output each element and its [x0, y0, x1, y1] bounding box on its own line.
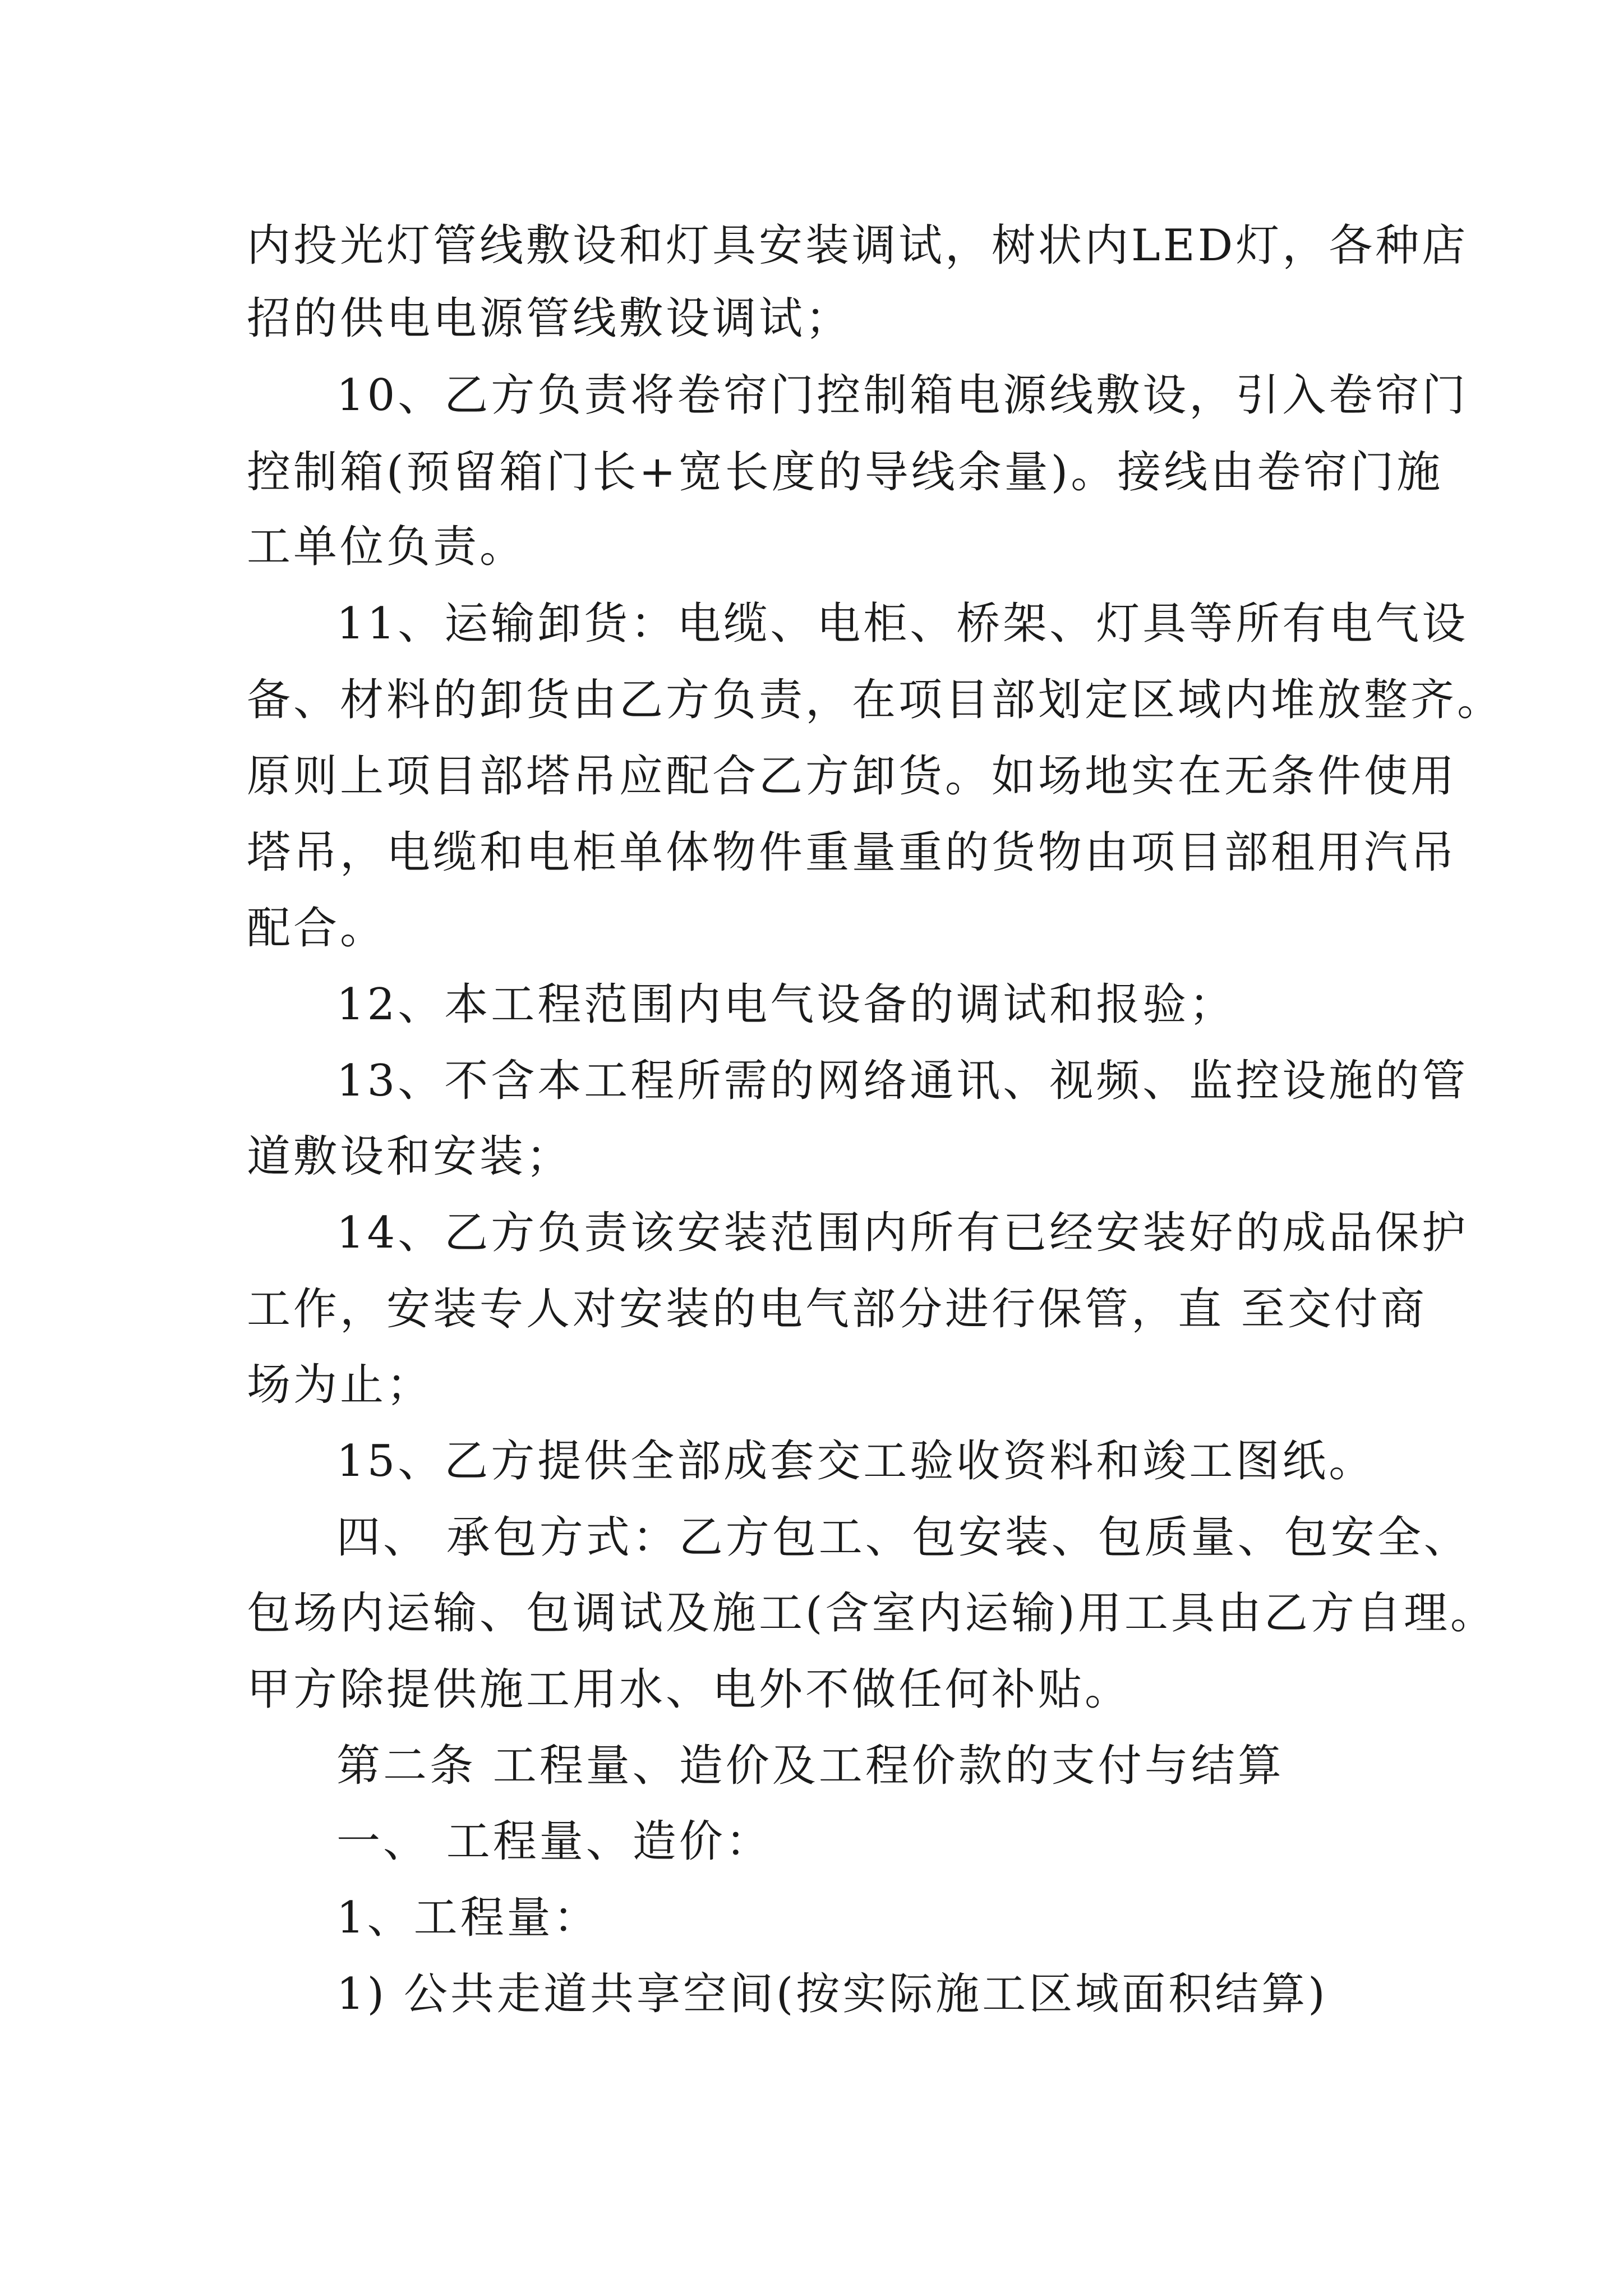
text-line: 招的供电电源管线敷设调试；: [247, 293, 852, 344]
text-line: 10、乙方负责将卷帘门控制箱电源线敷设，引入卷帘门: [336, 370, 1469, 421]
text-line: 甲方除提供施工用水、电外不做任何补贴。: [247, 1664, 1132, 1715]
text-line: 14、乙方负责该安装范围内所有已经安装好的成品保护: [336, 1208, 1469, 1258]
text-line: 包场内运输、包调试及施工(含室内运输)用工具由乙方自理。: [247, 1588, 1497, 1639]
text-line: 工作，安装专人对安装的电气部分进行保管，直 至交付商: [247, 1284, 1427, 1335]
text-line: 场为止；: [247, 1360, 434, 1410]
section-heading: 第二条 工程量、造价及工程价款的支付与结算: [336, 1741, 1284, 1791]
text-line: 控制箱(预留箱门长+宽长度的导线余量)。接线由卷帘门施: [247, 447, 1444, 498]
text-line: 1) 公共走道共享空间(按实际施工区域面积结算): [336, 1969, 1328, 2019]
text-line: 一、 工程量、造价：: [336, 1816, 772, 1867]
text-line: 配合。: [247, 903, 387, 954]
text-line: 四、 承包方式：乙方包工、包安装、包质量、包安全、: [336, 1512, 1470, 1563]
text-line: 工单位负责。: [247, 522, 527, 572]
text-line: 1、工程量：: [336, 1893, 600, 1943]
text-line: 原则上项目部塔吊应配合乙方卸货。如场地实在无条件使用: [247, 751, 1458, 802]
text-line: 13、不含本工程所需的网络通讯、视频、监控设施的管: [336, 1056, 1469, 1106]
text-line: 内投光灯管线敷设和灯具安装调试，树状内LED灯，各种店: [247, 220, 1469, 271]
text-line: 备、材料的卸货由乙方负责，在项目部划定区域内堆放整齐。: [247, 675, 1504, 725]
text-line: 12、本工程范围内电气设备的调试和报验；: [336, 979, 1236, 1030]
text-line: 道敷设和安装；: [247, 1131, 573, 1182]
text-line: 塔吊，电缆和电柜单体物件重量重的货物由项目部租用汽吊: [247, 827, 1458, 878]
text-line: 11、运输卸货：电缆、电柜、桥架、灯具等所有电气设: [336, 599, 1469, 649]
text-line: 15、乙方提供全部成套交工验收资料和竣工图纸。: [336, 1436, 1376, 1487]
